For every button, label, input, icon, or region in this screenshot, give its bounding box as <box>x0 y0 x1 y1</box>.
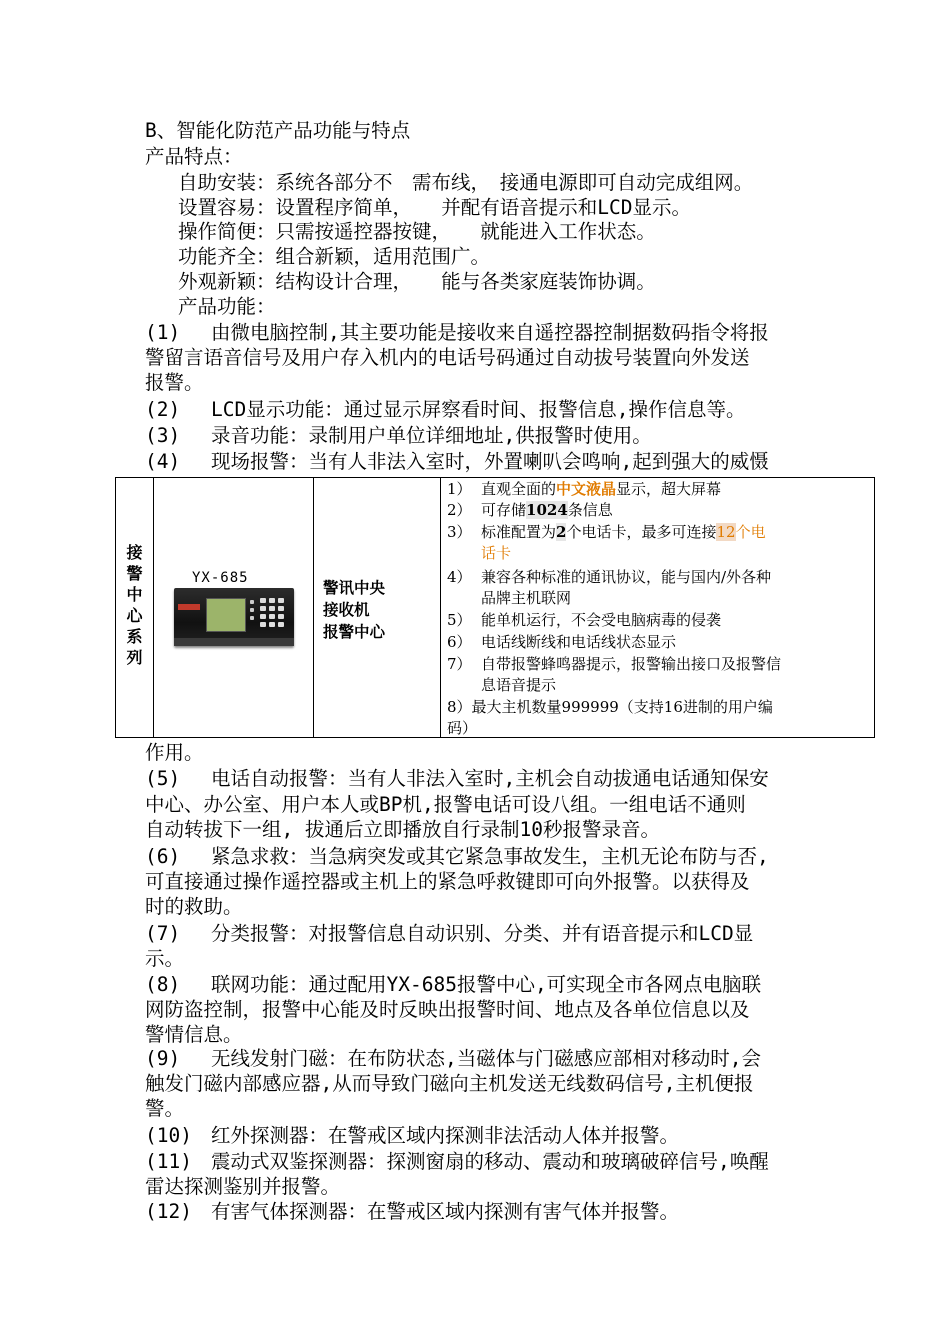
function-number: (5) <box>145 767 181 790</box>
feature-item: 操作简便：只需按遥控器按键， 就能进入工作状态。 <box>178 220 656 243</box>
function-item <box>145 321 769 345</box>
function-number: (12) <box>145 1200 192 1223</box>
function-number: (9) <box>145 1047 181 1070</box>
model-label: YX-685 <box>192 570 249 586</box>
features-title: 产品特点： <box>145 145 243 168</box>
feature-item: 功能齐全：组合新颖，适用范围广。 <box>178 245 491 268</box>
function-text: 有害气体探测器：在警戒区域内探测有害气体并报警。 <box>211 1200 680 1223</box>
feature-item: 自助安装：系统各部分不 需布线， 接通电源即可自动完成组网。 <box>178 171 754 194</box>
function-text: 紧急求救：当急病突发或其它紧急事故发生，主机无论布防与否, <box>211 845 769 868</box>
function-item <box>145 973 761 997</box>
section-heading: B、智能化防范产品功能与特点 <box>145 119 411 142</box>
function-number: (11) <box>145 1150 192 1173</box>
spec-item: 2） 可存储1024条信息 <box>447 501 613 519</box>
alarm-receiver-image <box>174 588 294 646</box>
function-number: (10) <box>145 1124 192 1147</box>
function-number: (8) <box>145 973 181 996</box>
function-number: (4) <box>145 450 181 473</box>
function-item <box>145 1124 679 1148</box>
function-text-line: 雷达探测鉴别并报警。 <box>145 1175 341 1198</box>
function-text-line: 自动转拔下一组, 拔通后立即播放自行录制10秒报警录音。 <box>145 818 660 841</box>
function-text-line: 警。 <box>145 1097 185 1120</box>
feature-item: 设置容易：设置程序简单， 并配有语音提示和LCD显示。 <box>178 196 691 219</box>
function-item <box>145 398 745 422</box>
function-text: 由微电脑控制,其主要功能是接收来自遥控器控制据数码指令将报 <box>211 321 769 344</box>
function-item <box>145 424 652 448</box>
spec-item: 8）最大主机数量999999（支持16进制的用户编 码） <box>447 698 773 737</box>
function-text: 红外探测器：在警戒区域内探测非法活动人体并报警。 <box>211 1124 680 1147</box>
function-text: 无线发射门磁：在布防状态,当磁体与门磁感应部相对移动时,会 <box>211 1047 761 1070</box>
function-text: 现场报警：当有人非法入室时，外置喇叭会鸣响,起到强大的威慑 <box>211 450 769 473</box>
function-item <box>145 845 769 869</box>
function-number: (3) <box>145 424 181 447</box>
function-text-line: 警留言语音信号及用户存入机内的电话号码通过自动拔号装置向外发送 <box>145 346 750 369</box>
function-item <box>145 1200 679 1224</box>
function-text-line: 触发门磁内部感应器,从而导致门磁向主机发送无线数码信号,主机便报 <box>145 1072 754 1095</box>
spec-item: 1） 直观全面的中文液晶显示，超大屏幕 <box>447 480 722 498</box>
function-text: 录音功能：录制用户单位详细地址,供报警时使用。 <box>211 424 652 447</box>
spec-item: 7） 自带报警蜂鸣器提示，报警输出接口及报警信 息语音提示 <box>447 655 782 694</box>
function-text: 联网功能：通过配用YX-685报警中心,可实现全市各网点电脑联 <box>211 973 762 996</box>
category-cell <box>116 478 154 737</box>
function-number: (2) <box>145 398 181 421</box>
function-item <box>145 922 753 946</box>
function-text-line: 网防盗控制，报警中心能及时反映出报警时间、地点及各单位信息以及 <box>145 998 750 1021</box>
function-text: 电话自动报警：当有人非法入室时,主机会自动拔通电话通知保安 <box>211 767 769 790</box>
functions-title: 产品功能： <box>178 295 276 318</box>
function-text-line: 中心、办公室、用户本人或BP机,报警电话可设八组。一组电话不通则 <box>145 793 746 816</box>
product-name: 警讯中央 接收机 报警中心 <box>323 579 386 641</box>
category-label: 接 警 中 心 系 列 <box>126 543 143 667</box>
continuation-text: 作用。 <box>145 741 204 764</box>
function-text-line: 警情信息。 <box>145 1023 243 1046</box>
function-text: 震动式双鉴探测器：探测窗扇的移动、震动和玻璃破碎信号,唤醒 <box>211 1150 769 1173</box>
spec-item: 4） 兼容各种标准的通讯协议，能与国内/外各种 品牌主机联网 <box>447 568 772 607</box>
feature-list-cell <box>441 478 874 737</box>
product-table <box>115 477 875 738</box>
function-text-line: 可直接通过操作遥控器或主机上的紧急呼救键即可向外报警。以获得及 <box>145 870 750 893</box>
spec-item: 5） 能单机运行，不会受电脑病毒的侵袭 <box>447 611 722 629</box>
function-number: (6) <box>145 845 181 868</box>
function-item <box>145 1150 769 1174</box>
function-item <box>145 767 769 791</box>
function-text: LCD显示功能：通过显示屏察看时间、报警信息,操作信息等。 <box>211 398 746 421</box>
function-item <box>145 1047 761 1071</box>
function-item <box>145 450 769 474</box>
function-text-line: 示。 <box>145 947 185 970</box>
function-text-line: 时的救助。 <box>145 895 243 918</box>
function-number: (1) <box>145 321 181 344</box>
feature-item: 外观新颖：结构设计合理， 能与各类家庭装饰协调。 <box>178 270 656 293</box>
function-text: 分类报警：对报警信息自动识别、分类、并有语音提示和LCD显 <box>211 922 754 945</box>
function-text-line: 报警。 <box>145 371 204 394</box>
product-image-cell <box>154 478 314 737</box>
spec-item: 6） 电话线断线和电话线状态显示 <box>447 633 677 651</box>
spec-item: 3） 标准配置为2个电话卡，最多可连接12个电 话卡 <box>447 523 766 562</box>
product-name-cell <box>314 478 441 737</box>
function-number: (7) <box>145 922 181 945</box>
